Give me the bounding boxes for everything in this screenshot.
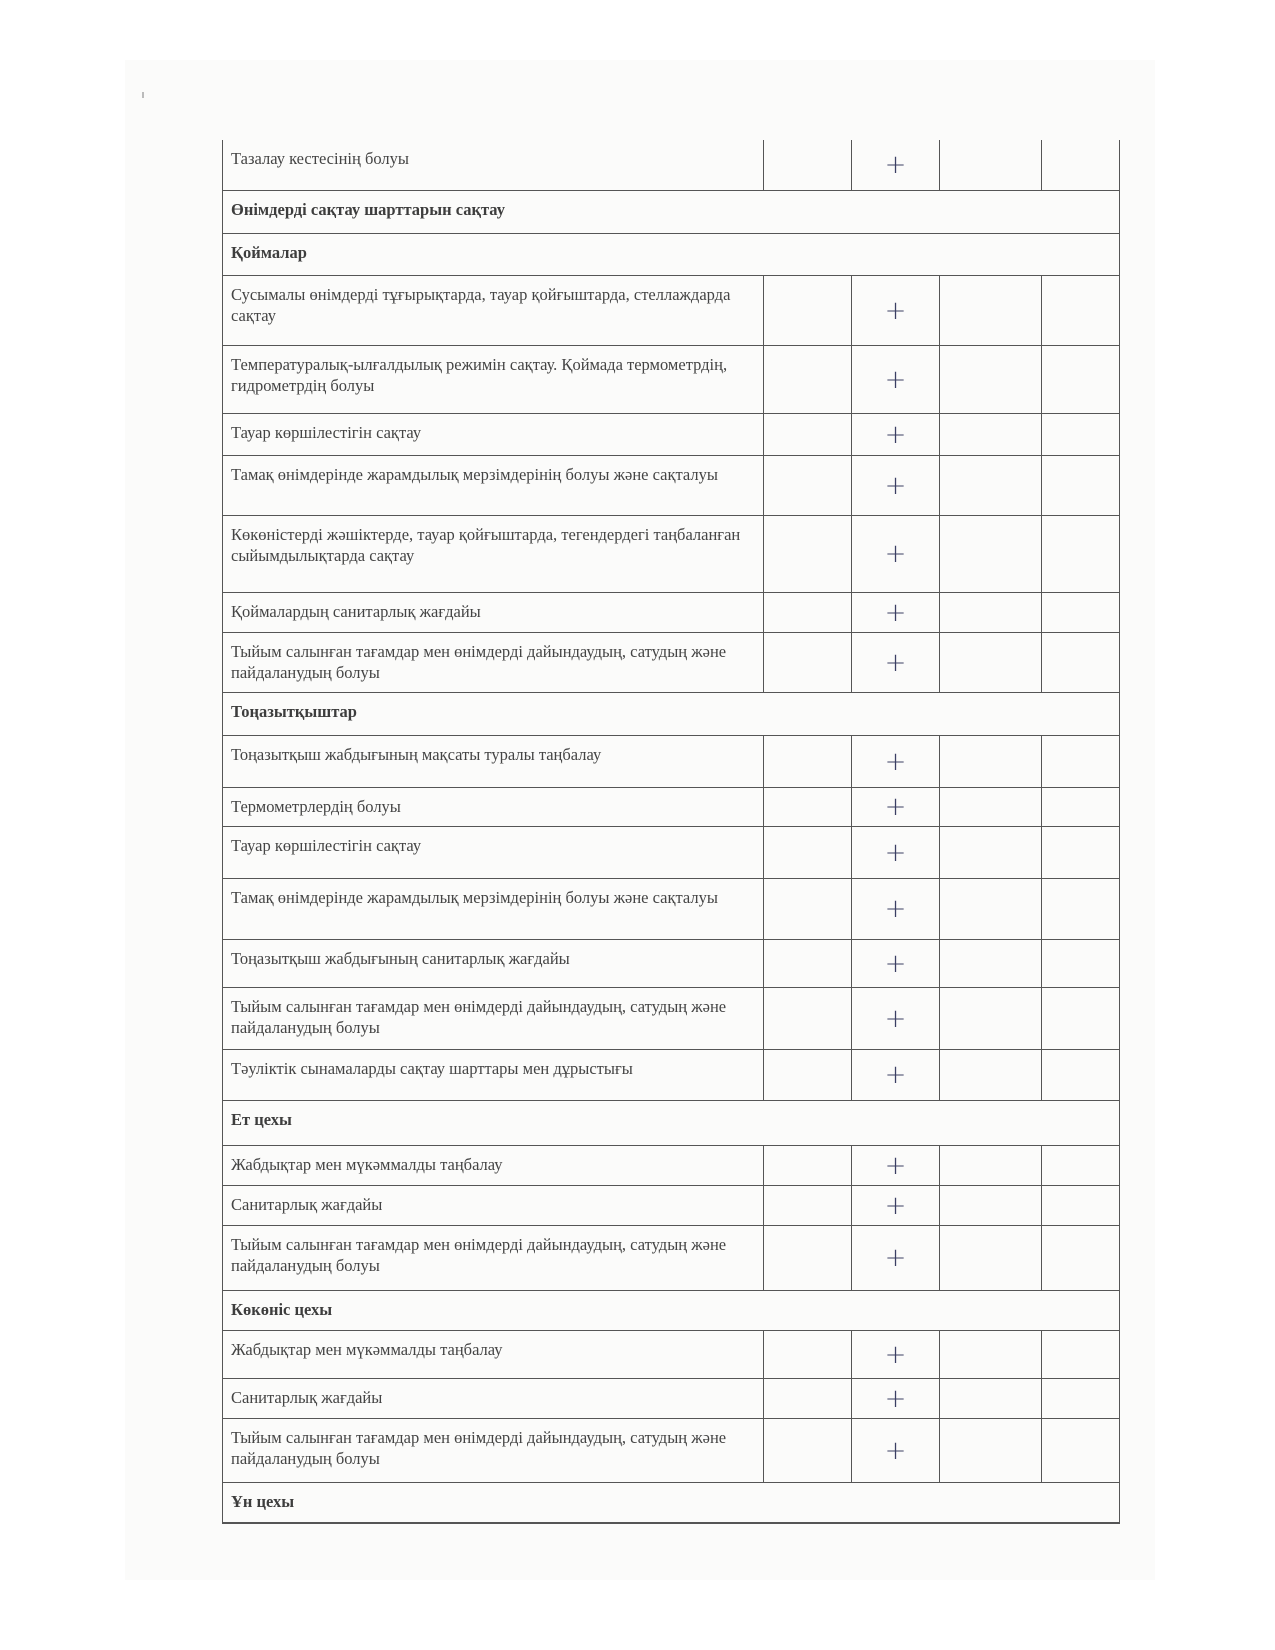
check-cell-col-4[interactable]	[1041, 1186, 1119, 1225]
check-cell-col-1[interactable]	[763, 988, 851, 1049]
check-cell-col-1[interactable]	[763, 1379, 851, 1418]
checklist-row	[223, 345, 1119, 413]
check-cell-col-4[interactable]	[1041, 1226, 1119, 1290]
requirement-text: Тауар көршілестігін сақтау	[231, 423, 422, 442]
check-cell-col-1[interactable]	[763, 788, 851, 826]
requirement-text: Тауар көршілестігін сақтау	[231, 836, 422, 855]
check-cell-col-2[interactable]	[851, 736, 939, 787]
check-cell-col-1[interactable]	[763, 1146, 851, 1185]
checklist-row	[223, 787, 1119, 826]
handwritten-check-mark: +	[884, 419, 907, 450]
check-cell-col-4[interactable]	[1041, 346, 1119, 413]
check-cell-col-4[interactable]	[1041, 879, 1119, 939]
check-cell-col-3[interactable]	[939, 827, 1041, 878]
check-cell-col-3[interactable]	[939, 988, 1041, 1049]
check-cell-col-2[interactable]	[851, 1379, 939, 1418]
checklist-row	[223, 826, 1119, 878]
checklist-row	[223, 1185, 1119, 1225]
check-cell-col-2[interactable]	[851, 276, 939, 345]
check-cell-col-3[interactable]	[939, 736, 1041, 787]
check-cell-col-4[interactable]	[1041, 1419, 1119, 1482]
requirement-text: Тоңазытқыш жабдығының санитарлық жағдайы	[231, 949, 570, 968]
check-cell-col-2[interactable]	[851, 940, 939, 987]
handwritten-check-mark: +	[884, 1003, 907, 1034]
check-cell-col-1[interactable]	[763, 276, 851, 345]
check-cell-col-3[interactable]	[939, 1379, 1041, 1418]
section-title: Көкөніс цехы	[231, 1300, 333, 1319]
check-cell-col-1[interactable]	[763, 633, 851, 692]
check-cell-col-3[interactable]	[939, 1146, 1041, 1185]
check-cell-col-1[interactable]	[763, 940, 851, 987]
checklist-row	[223, 878, 1119, 939]
check-cell-col-1[interactable]	[763, 516, 851, 592]
checklist-row	[223, 275, 1119, 345]
check-cell-col-4[interactable]	[1041, 1146, 1119, 1185]
handwritten-check-mark: +	[884, 1243, 907, 1273]
requirement-text: Тыйым салынған тағамдар мен өнімдерді дайындаудың, сатудың және пайдаланудың болуы	[231, 642, 727, 682]
check-cell-col-2[interactable]	[851, 516, 939, 592]
checklist-row	[223, 592, 1119, 632]
requirement-text: Тыйым салынған тағамдар мен өнімдерді дайындаудың, сатудың және пайдаланудың болуы	[231, 1428, 727, 1468]
requirement-text: Жабдықтар мен мүкәммалды таңбалау	[231, 1340, 503, 1359]
check-cell-col-3[interactable]	[939, 788, 1041, 826]
section-header-row	[223, 1290, 1119, 1330]
requirement-text: Температуралық-ылғалдылық режимін сақтау. Қоймада термометрдің, гидрометрдің болуы	[231, 355, 728, 395]
check-cell-col-4[interactable]	[1041, 940, 1119, 987]
requirement-text: Термометрлердің болуы	[231, 797, 401, 816]
section-header-row	[223, 1100, 1119, 1145]
check-cell-col-1[interactable]	[763, 414, 851, 455]
requirement-text: Тәуліктік сынамаларды сақтау шарттары мен дұрыстығы	[231, 1059, 633, 1078]
check-cell-col-2[interactable]	[851, 1419, 939, 1482]
checklist-row	[223, 1378, 1119, 1418]
check-cell-col-3[interactable]	[939, 346, 1041, 413]
check-cell-col-3[interactable]	[939, 1050, 1041, 1100]
check-cell-col-1[interactable]	[763, 593, 851, 632]
check-cell-col-3[interactable]	[939, 593, 1041, 632]
checklist-row	[223, 1049, 1119, 1100]
section-title: Өнімдерді сақтау шарттарын сақтау	[231, 200, 505, 219]
handwritten-check-mark: +	[884, 1435, 907, 1466]
check-cell-col-2[interactable]	[851, 633, 939, 692]
handwritten-check-mark: +	[884, 597, 907, 628]
checklist-row	[223, 515, 1119, 592]
checklist-row	[223, 939, 1119, 987]
check-cell-col-2[interactable]	[851, 1050, 939, 1100]
check-cell-col-2[interactable]	[851, 593, 939, 632]
check-cell-col-4[interactable]	[1041, 414, 1119, 455]
check-cell-col-3[interactable]	[939, 1186, 1041, 1225]
check-cell-col-4[interactable]	[1041, 456, 1119, 515]
section-title: Ет цехы	[231, 1110, 292, 1129]
checklist-row	[223, 413, 1119, 455]
check-cell-col-2[interactable]	[851, 1331, 939, 1378]
check-cell-col-1[interactable]	[763, 1050, 851, 1100]
check-cell-col-3[interactable]	[939, 633, 1041, 692]
section-header-row	[223, 1482, 1119, 1522]
checklist-row	[223, 1330, 1119, 1378]
check-cell-col-2[interactable]	[851, 140, 939, 190]
check-cell-col-2[interactable]	[851, 988, 939, 1049]
check-cell-col-2[interactable]	[851, 1186, 939, 1225]
section-header-row	[223, 233, 1119, 275]
handwritten-check-mark: +	[884, 746, 907, 777]
section-header-row	[223, 692, 1119, 735]
requirement-text: Тоңазытқыш жабдығының мақсаты туралы таңбалау	[231, 745, 602, 764]
check-cell-col-3[interactable]	[939, 456, 1041, 515]
requirement-text: Санитарлық жағдайы	[231, 1195, 383, 1214]
check-cell-col-3[interactable]	[939, 1226, 1041, 1290]
check-cell-col-3[interactable]	[939, 516, 1041, 592]
handwritten-check-mark: +	[884, 470, 907, 501]
scan-artifact	[142, 92, 144, 98]
requirement-text: Қоймалардың санитарлық жағдайы	[231, 602, 481, 621]
handwritten-check-mark: +	[884, 647, 907, 678]
check-cell-col-2[interactable]	[851, 788, 939, 826]
check-cell-col-4[interactable]	[1041, 633, 1119, 692]
check-cell-col-1[interactable]	[763, 827, 851, 878]
check-cell-col-2[interactable]	[851, 879, 939, 939]
requirement-text: Сусымалы өнімдерді тұғырықтарда, тауар қойғыштарда, стеллаждарда сақтау	[231, 285, 731, 325]
requirement-text: Тамақ өнімдерінде жарамдылық мерзімдерінің болуы және сақталуы	[231, 888, 718, 907]
checklist-row	[223, 140, 1119, 190]
check-cell-col-3[interactable]	[939, 140, 1041, 190]
check-cell-col-1[interactable]	[763, 346, 851, 413]
check-cell-col-3[interactable]	[939, 879, 1041, 939]
requirement-text: Жабдықтар мен мүкәммалды таңбалау	[231, 1155, 503, 1174]
check-cell-col-3[interactable]	[939, 1331, 1041, 1378]
check-cell-col-4[interactable]	[1041, 140, 1119, 190]
check-cell-col-4[interactable]	[1041, 788, 1119, 826]
check-cell-col-2[interactable]	[851, 456, 939, 515]
check-cell-col-1[interactable]	[763, 1226, 851, 1290]
checklist-row	[223, 1418, 1119, 1482]
section-title: Тоңазытқыштар	[231, 702, 357, 721]
check-cell-col-2[interactable]	[851, 1226, 939, 1290]
checklist-row	[223, 1225, 1119, 1290]
check-cell-col-4[interactable]	[1041, 1050, 1119, 1100]
handwritten-check-mark: +	[884, 792, 907, 822]
requirement-text: Санитарлық жағдайы	[231, 1388, 383, 1407]
handwritten-check-mark: +	[884, 837, 907, 868]
checklist-table	[222, 140, 1120, 1524]
checklist-row	[223, 455, 1119, 515]
check-cell-col-4[interactable]	[1041, 827, 1119, 878]
handwritten-check-mark: +	[884, 1060, 907, 1090]
section-title: Қоймалар	[231, 243, 307, 262]
check-cell-col-2[interactable]	[851, 827, 939, 878]
check-cell-col-3[interactable]	[939, 1419, 1041, 1482]
check-cell-col-1[interactable]	[763, 456, 851, 515]
check-cell-col-1[interactable]	[763, 1419, 851, 1482]
handwritten-check-mark: +	[884, 364, 907, 395]
check-cell-col-4[interactable]	[1041, 988, 1119, 1049]
check-cell-col-3[interactable]	[939, 276, 1041, 345]
section-title: Ұн цехы	[231, 1492, 295, 1511]
handwritten-check-mark: +	[884, 1190, 907, 1221]
check-cell-col-3[interactable]	[939, 940, 1041, 987]
check-cell-col-3[interactable]	[939, 414, 1041, 455]
checklist-row	[223, 632, 1119, 692]
handwritten-check-mark: +	[884, 1383, 907, 1414]
check-cell-col-2[interactable]	[851, 1146, 939, 1185]
check-cell-col-4[interactable]	[1041, 593, 1119, 632]
requirement-text: Тазалау кестесінің болуы	[231, 149, 409, 168]
handwritten-check-mark: +	[884, 894, 907, 924]
check-cell-col-4[interactable]	[1041, 516, 1119, 592]
handwritten-check-mark: +	[884, 1150, 907, 1181]
handwritten-check-mark: +	[884, 150, 907, 180]
handwritten-check-mark: +	[884, 1339, 907, 1370]
check-cell-col-1[interactable]	[763, 1186, 851, 1225]
check-cell-col-1[interactable]	[763, 736, 851, 787]
check-cell-col-4[interactable]	[1041, 276, 1119, 345]
check-cell-col-1[interactable]	[763, 140, 851, 190]
check-cell-col-1[interactable]	[763, 1331, 851, 1378]
check-cell-col-4[interactable]	[1041, 1379, 1119, 1418]
requirement-text: Тыйым салынған тағамдар мен өнімдерді дайындаудың, сатудың және пайдаланудың болуы	[231, 997, 727, 1037]
checklist-row	[223, 1145, 1119, 1185]
requirement-text: Көкөністерді жәшіктерде, тауар қойғыштарда, тегендердегі таңбаланған сыйымдылықтарда сақтау	[231, 525, 741, 565]
checklist-row	[223, 987, 1119, 1049]
requirement-text: Тамақ өнімдерінде жарамдылық мерзімдерінің болуы және сақталуы	[231, 465, 718, 484]
check-cell-col-1[interactable]	[763, 879, 851, 939]
section-header-row	[223, 190, 1119, 233]
checklist-row	[223, 735, 1119, 787]
check-cell-col-4[interactable]	[1041, 1331, 1119, 1378]
check-cell-col-2[interactable]	[851, 414, 939, 455]
check-cell-col-2[interactable]	[851, 346, 939, 413]
handwritten-check-mark: +	[884, 295, 907, 326]
check-cell-col-4[interactable]	[1041, 736, 1119, 787]
handwritten-check-mark: +	[884, 948, 907, 979]
handwritten-check-mark: +	[884, 539, 907, 569]
requirement-text: Тыйым салынған тағамдар мен өнімдерді дайындаудың, сатудың және пайдаланудың болуы	[231, 1235, 727, 1275]
